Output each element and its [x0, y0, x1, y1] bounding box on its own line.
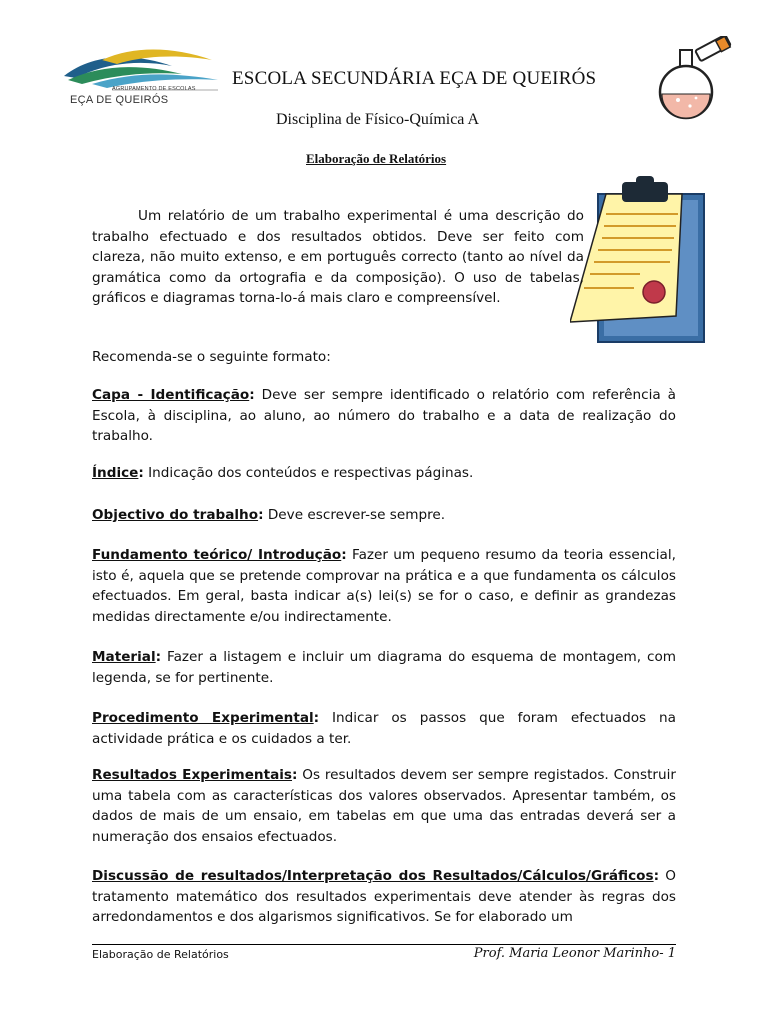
section-label: Discussão de resultados/Interpretação dos Resultados/Cálculos/Gráficos — [92, 868, 654, 884]
flask-illustration — [650, 36, 740, 120]
school-name: ESCOLA SECUNDÁRIA EÇA DE QUEIRÓS — [232, 68, 597, 89]
section-label: Fundamento teórico/ Introdução — [92, 547, 342, 563]
section-fundamento: Fundamento teórico/ Introdução: Fazer um pequeno resumo da teoria essencial, isto é, aquela que se pretende comprovar na prática e a que fundamenta os cálculos efectuados. Em geral, basta indicar a(s) lei(s) se for o caso, e definir as grandezas medidas directamente e/ou indirectamente. — [92, 547, 676, 625]
document-title: Elaboração de Relatórios — [306, 151, 447, 166]
format-intro: Recomenda-se o seguinte formato: — [92, 349, 331, 365]
section-label: Resultados Experimentais — [92, 767, 293, 783]
section-procedimento: Procedimento Experimental: Indicar os passos que foram efectuados na actividade prática e os cuidados a ter. — [92, 710, 676, 747]
clipboard-illustration — [570, 176, 706, 344]
footer-doc-title: Elaboração de Relatórios — [92, 948, 229, 961]
logo-name: EÇA DE QUEIRÓS — [70, 94, 169, 106]
section-resultados: Resultados Experimentais: Os resultados devem ser sempre registados. Construir uma tabela com as características dos valores observados. Apresentar também, os dados de mais de um ensaio, em tabelas em que uma das entradas deverá ser a numeração dos ensaios efectuados. — [92, 767, 676, 845]
section-label: Procedimento Experimental — [92, 710, 314, 726]
footer-author-page: Prof. Maria Leonor Marinho- 1 — [473, 946, 676, 961]
intro-paragraph: Um relatório de um trabalho experimental é uma descrição do trabalho efectuado e dos resultados obtidos. Deve ser feito com clareza, não muito extenso, e em português correcto (tanto ao nível da gramática como da ortografia e da composição). O uso de tabelas, gráficos e diagramas torna-lo-á mais claro e compreensível. — [92, 208, 584, 307]
section-objectivo: Objectivo do trabalho: Deve escrever-se sempre. — [92, 507, 446, 523]
section-capa: Capa - Identificação: Deve ser sempre identificado o relatório com referência à Escola, à disciplina, ao aluno, ao número do trabalho e a data de realização do trabalho. — [92, 387, 676, 445]
section-label: Capa - Identificação — [92, 387, 250, 403]
footer-divider — [92, 944, 676, 945]
section-label: Objectivo do trabalho — [92, 507, 259, 523]
logo-subtitle: AGRUPAMENTO DE ESCOLAS — [112, 86, 196, 92]
section-discussao: Discussão de resultados/Interpretação dos Resultados/Cálculos/Gráficos: O tratamento matemático dos resultados experimentais deve atender às regras dos arredondamentos e dos algarismos significativos. Se for elaborado um — [92, 868, 676, 926]
section-label: Material — [92, 649, 156, 665]
section-label: Índice — [92, 465, 139, 481]
discipline-title: Disciplina de Físico-Química A — [276, 111, 480, 128]
section-indice: Índice: Indicação dos conteúdos e respectivas páginas. — [92, 465, 474, 481]
section-material: Material: Fazer a listagem e incluir um diagrama do esquema de montagem, com legenda, se for pertinente. — [92, 649, 676, 686]
